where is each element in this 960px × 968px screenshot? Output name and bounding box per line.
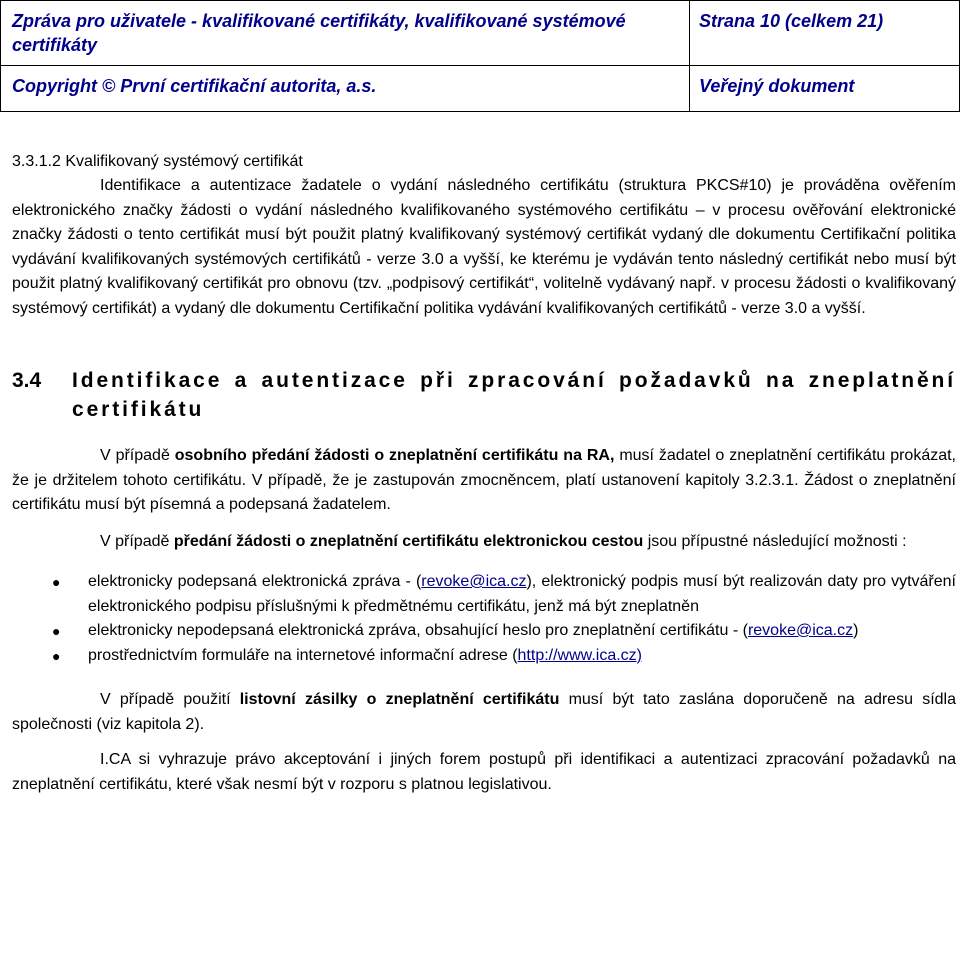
document-classification: Veřejný dokument <box>699 76 855 96</box>
header-rule-bottom <box>0 111 960 112</box>
bullet-icon: ● <box>52 623 61 639</box>
subsection-paragraph: Identifikace a autentizace žadatele o vydání následného certifikátu (struktura PKCS#10) je prováděna ověřením elektronického značky žádosti o vydání následného kvalifikovaného systémového certifikátu – v procesu ověřování elektronické značky žádosti o tento certifikát musí být použit platný kvalifikovaný systémový certifikát vydaný dle dokumentu Certifikační politika vydávání kvalifikovaných systémových certifikátů - verze 3.0 a vyšší, ke kterému je vydáván tento následný certifikát nebo musí být použit platný kvalifikovaný certifikát pro obnovu (tzv. „podpisový certifikát“, volitelně vydávaný např. v procesu žádosti o kvalifikovaný systémový certifikát) a vydaný dle dokumentu Certifikační politika vydávání kvalifikovaných certifikátů - verze 3.0 a vyšší. <box>12 177 956 317</box>
page-body <box>12 150 956 797</box>
header-rule-left <box>0 0 1 112</box>
paragraph-personal-request: V případě osobního předání žádosti o zneplatnění certifikátu na RA, musí žadatel o zneplatnění certifikátu prokázat, že je držitelem tohoto certifikátu. V případě, že je zastupován zmocněncem, platí ustanovení kapitoly 3.2.3.1. Žádost o zneplatnění certifikátu musí být písemná a podepsaná žadatelem. <box>12 447 957 513</box>
paragraph-postal-request: V případě použití listovní zásilky o zneplatnění certifikátu musí být tato zaslána doporučeně na adresu sídla společnosti (viz kapitola 2). <box>12 691 956 733</box>
paragraph-electronic-request: V případě předání žádosti o zneplatnění certifikátu elektronickou cestou jsou přípustné následující možnosti : <box>100 532 907 550</box>
subsection-heading: 3.3.1.2 Kvalifikovaný systémový certifikát <box>12 153 303 170</box>
bullet-icon: ● <box>52 574 61 590</box>
document-title: Zpráva pro uživatele - kvalifikované certifikáty, kvalifikované systémové certifikáty <box>12 11 626 55</box>
section-number: 3.4 <box>12 369 42 392</box>
section-title: Identifikace a autentizace při zpracování požadavků na zneplatnění certifikátu <box>72 369 956 421</box>
header-rule-divider <box>689 0 690 112</box>
list-item: ● elektronicky podepsaná elektronická zpráva - (revoke@ica.cz), elektronický podpis musí být realizován daty pro vytváření elektronického podpisu příslušnými k předmětnému certifikátu, jenž má být zneplatněn <box>12 570 956 619</box>
section-heading <box>12 366 956 424</box>
list-item: ● prostřednictvím formuláře na internetové informační adrese (http://www.ica.cz) <box>12 644 956 669</box>
header-rule-top <box>0 0 960 1</box>
copyright-notice: Copyright © První certifikační autorita, a.s. <box>12 76 377 96</box>
list-item: ● elektronicky nepodepsaná elektronická zpráva, obsahující heslo pro zneplatnění certifikátu - (revoke@ica.cz) <box>12 619 956 644</box>
email-link[interactable]: revoke@ica.cz <box>421 573 527 590</box>
options-list <box>12 570 956 668</box>
paragraph-ica-reservation: I.CA si vyhrazuje právo akceptování i jiných forem postupů při identifikaci a autentizaci zpracování požadavků na zneplatnění certifikátu, které však nesmí být v rozporu s platnou legislativou. <box>12 751 956 793</box>
email-link[interactable]: revoke@ica.cz <box>747 622 854 639</box>
header-rule-middle <box>0 65 960 66</box>
page-header <box>0 0 960 112</box>
bullet-icon: ● <box>52 647 61 664</box>
page-number: Strana 10 (celkem 21) <box>699 11 884 31</box>
web-link[interactable]: http://www.ica.cz) <box>517 646 643 664</box>
